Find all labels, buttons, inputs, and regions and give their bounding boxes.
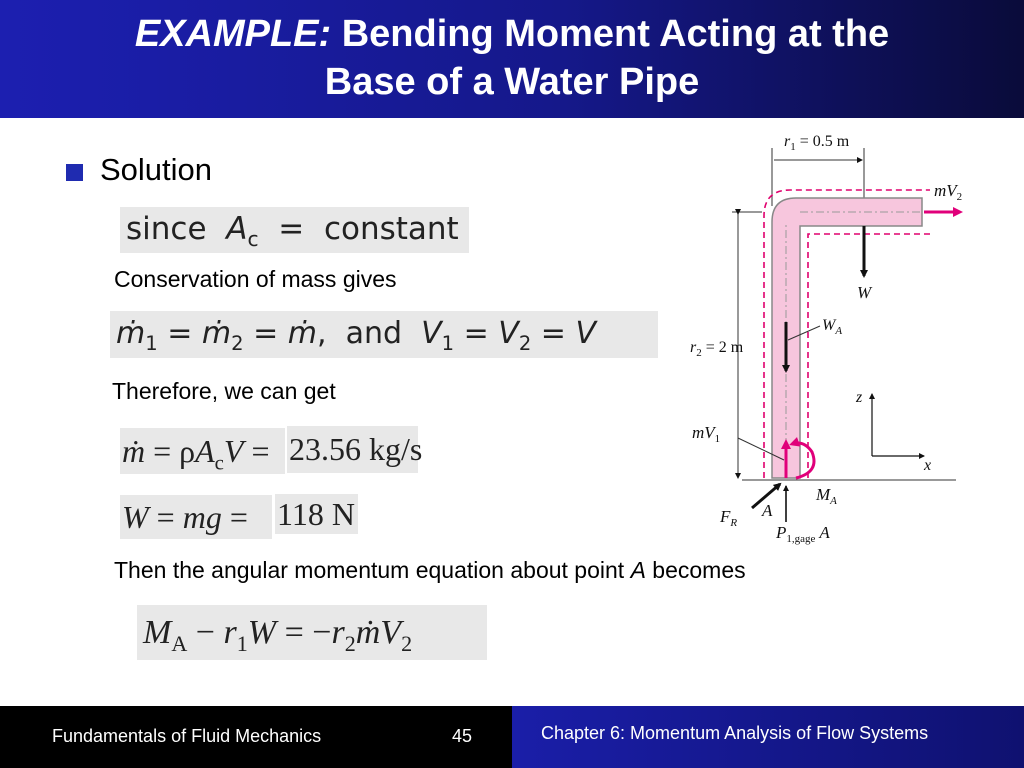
r2-label: r — [690, 339, 697, 356]
equation-area-constant: since $A_c$ = constant — [120, 207, 469, 253]
slide-title-bar — [0, 0, 1024, 118]
x-axis-label: x — [924, 457, 932, 474]
p1-label: $P_{1,gage}$ A — [776, 523, 830, 545]
point-a-label: A — [762, 501, 773, 520]
title-rest: Bending Moment Acting at the — [331, 13, 890, 55]
footer-right-panel — [512, 706, 1024, 768]
title-emphasis: EXAMPLE: — [134, 13, 332, 55]
slide-title-line2: Base of a Water Pipe — [324, 61, 700, 103]
equation-mass-rate: ṁ = $\rho A_cV$ = — [120, 428, 285, 474]
equation-mass-flow: ṁ$_1$ = ṁ$_2$ = ṁ, and $V_1 = V_2 = V$ — [110, 311, 658, 358]
r2-sub: 2 — [696, 347, 702, 359]
r1-label: r — [784, 133, 791, 150]
wa-label: $W_A$ — [822, 317, 843, 337]
pipe-diagram — [680, 126, 980, 556]
text-angular-momentum — [114, 557, 746, 584]
ma-label: $M_A$ — [816, 485, 837, 507]
text-then-pre: Then the angular momentum equation about point — [114, 557, 631, 583]
text-conservation-mass: Conservation of mass gives — [114, 266, 397, 292]
z-axis-label: z — [856, 389, 863, 406]
slide-title-line1 — [0, 12, 1024, 56]
equation-weight: W = mg = — [120, 495, 272, 539]
r1-dimension — [772, 133, 864, 206]
mv2-label: $mV_2$ — [934, 181, 963, 203]
fr-label: $F_R$ — [720, 507, 738, 529]
weight-label: W — [857, 283, 872, 302]
svg-text:r2 = 2 m — [690, 339, 744, 359]
footer-course-title: Fundamentals of Fluid Mechanics — [52, 726, 322, 746]
text-therefore: Therefore, we can get — [112, 378, 336, 404]
eq-and-word: and — [345, 316, 403, 351]
footer-left-panel — [0, 706, 512, 768]
r1-value: = 0.5 m — [795, 133, 850, 150]
pipe-body — [772, 198, 922, 478]
eq-constant-word: constant — [323, 211, 459, 247]
text-then-point: A — [630, 557, 646, 583]
r1-sub: 1 — [790, 141, 796, 153]
equation-angular-momentum: $M_A - r_1W$ = $-r_2ṁV_2$ — [137, 605, 487, 660]
footer-page-number: 45 — [452, 726, 473, 746]
coordinate-axes — [855, 389, 931, 474]
equation-weight-result: 118 N — [275, 494, 358, 534]
eq-since-word: since — [126, 211, 207, 247]
footer-chapter-title: Chapter 6: Momentum Analysis of Flow Systems — [541, 723, 929, 743]
svg-text:r1 = 0.5 m — [784, 133, 850, 153]
text-then-post: becomes — [645, 557, 746, 583]
bullet-square-icon — [66, 164, 83, 181]
mv1-label: $mV_1$ — [692, 423, 721, 445]
r2-value: = 2 m — [701, 339, 744, 356]
equation-mass-rate-result: 23.56 kg/s — [287, 426, 418, 473]
solution-heading: Solution — [100, 152, 213, 187]
